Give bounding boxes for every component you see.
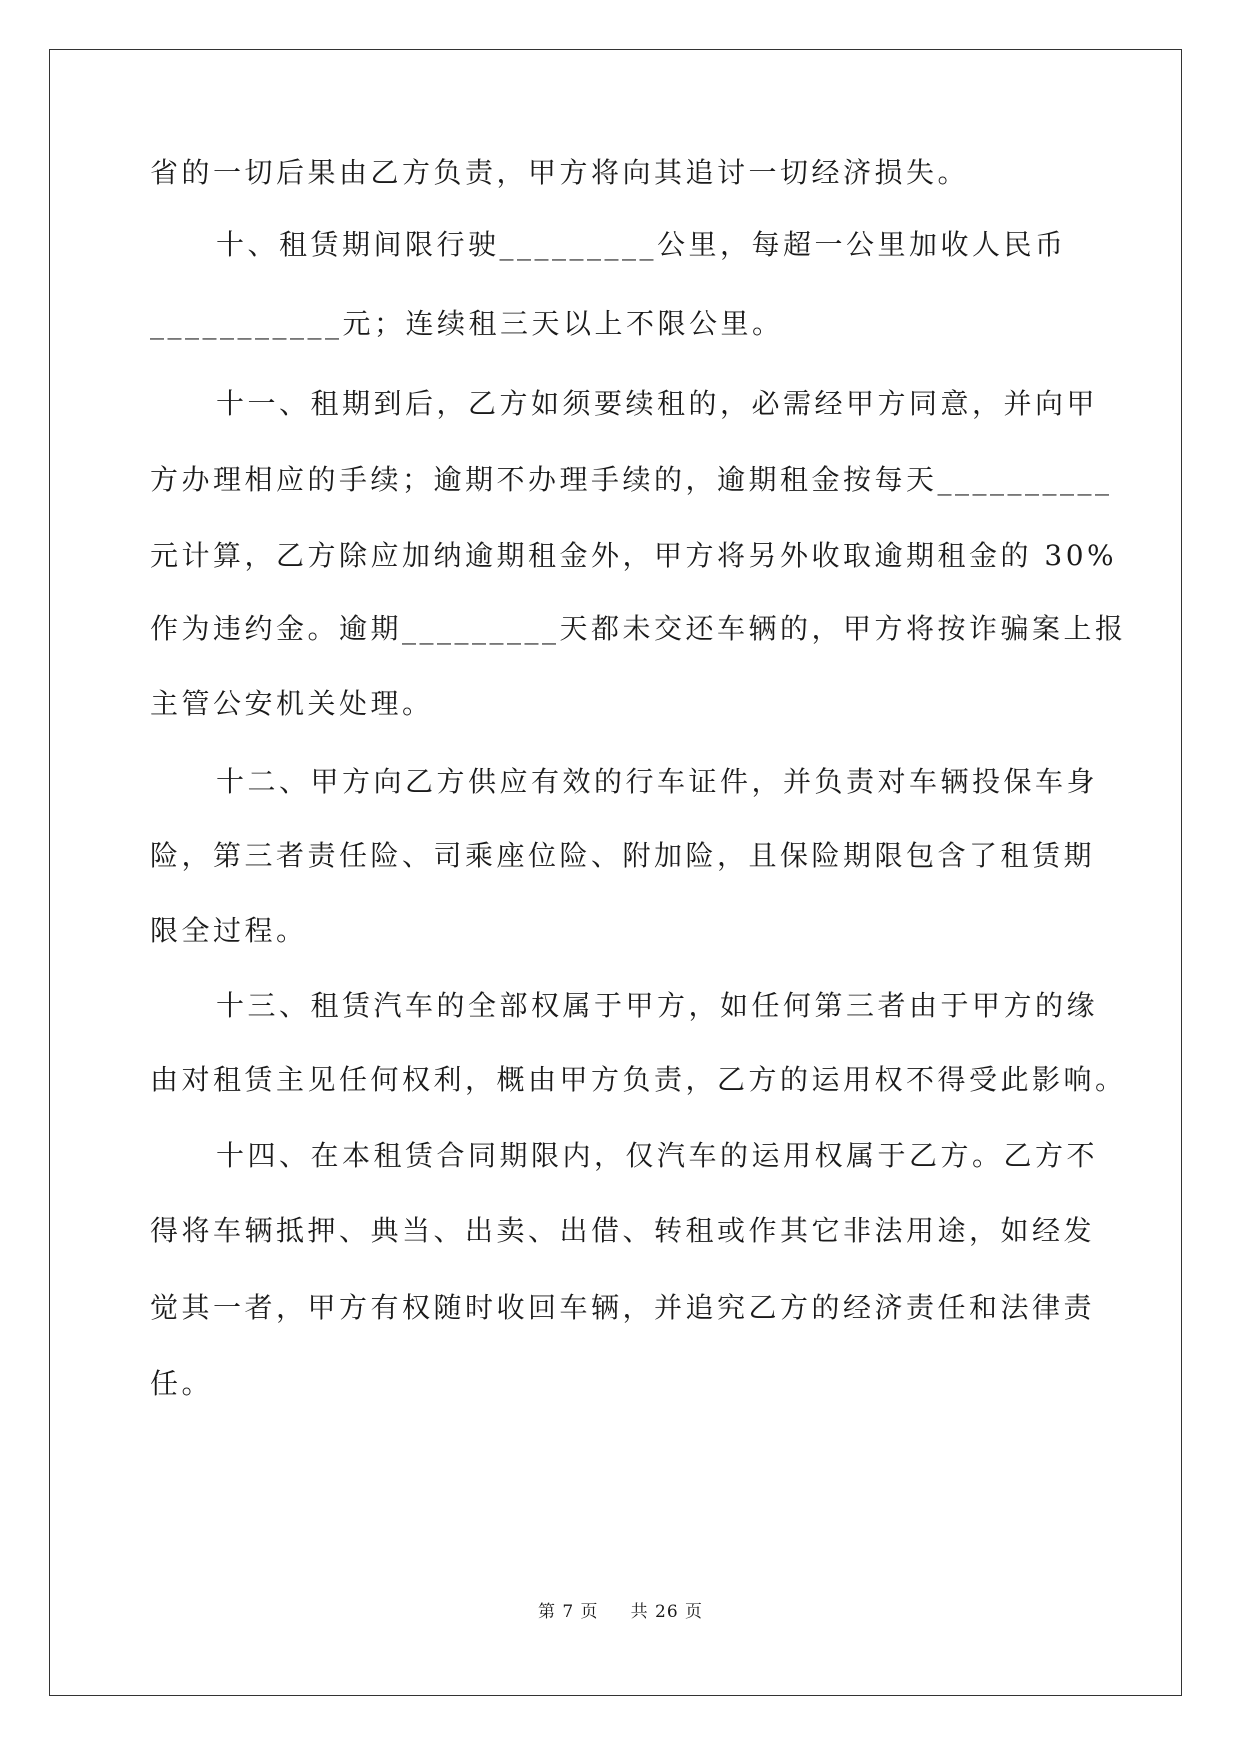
text-line: 限全过程。 xyxy=(150,914,308,947)
text-line: 作为违约金。逾期_________天都未交还车辆的，甲方将按诈骗案上报 xyxy=(150,612,1127,645)
text-line: 任。 xyxy=(150,1367,214,1400)
text-line: 十三、租赁汽车的全部权属于甲方，如任何第三者由于甲方的缘 xyxy=(216,989,1099,1022)
text-line: ___________元；连续租三天以上不限公里。 xyxy=(150,307,784,340)
text-line: 省的一切后果由乙方负责，甲方将向其追讨一切经济损失。 xyxy=(150,156,970,189)
text-line: 十、租赁期间限行驶_________公里，每超一公里加收人民币 xyxy=(216,228,1067,261)
page-footer xyxy=(0,1600,1241,1624)
text-line: 十四、在本租赁合同期限内，仅汽车的运用权属于乙方。乙方不 xyxy=(216,1139,1099,1172)
text-line: 由对租赁主见任何权利，概由甲方负责，乙方的运用权不得受此影响。 xyxy=(150,1063,1127,1096)
text-line: 十一、租期到后，乙方如须要续租的，必需经甲方同意，并向甲 xyxy=(216,387,1099,420)
text-line: 十二、甲方向乙方供应有效的行车证件，并负责对车辆投保车身 xyxy=(216,765,1099,798)
text-line: 元计算，乙方除应加纳逾期租金外，甲方将另外收取逾期租金的 30% xyxy=(150,539,1118,572)
page-number: 第 7 页 xyxy=(537,1602,599,1622)
text-line: 觉其一者，甲方有权随时收回车辆，并追究乙方的经济责任和法律责 xyxy=(150,1291,1096,1324)
text-line: 方办理相应的手续；逾期不办理手续的，逾期租金按每天__________ xyxy=(150,463,1113,496)
text-line: 主管公安机关处理。 xyxy=(150,687,434,720)
text-line: 险，第三者责任险、司乘座位险、附加险，且保险期限包含了租赁期 xyxy=(150,839,1096,872)
text-line: 得将车辆抵押、典当、出卖、出借、转租或作其它非法用途，如经发 xyxy=(150,1214,1096,1247)
page-total: 共 26 页 xyxy=(630,1602,704,1622)
